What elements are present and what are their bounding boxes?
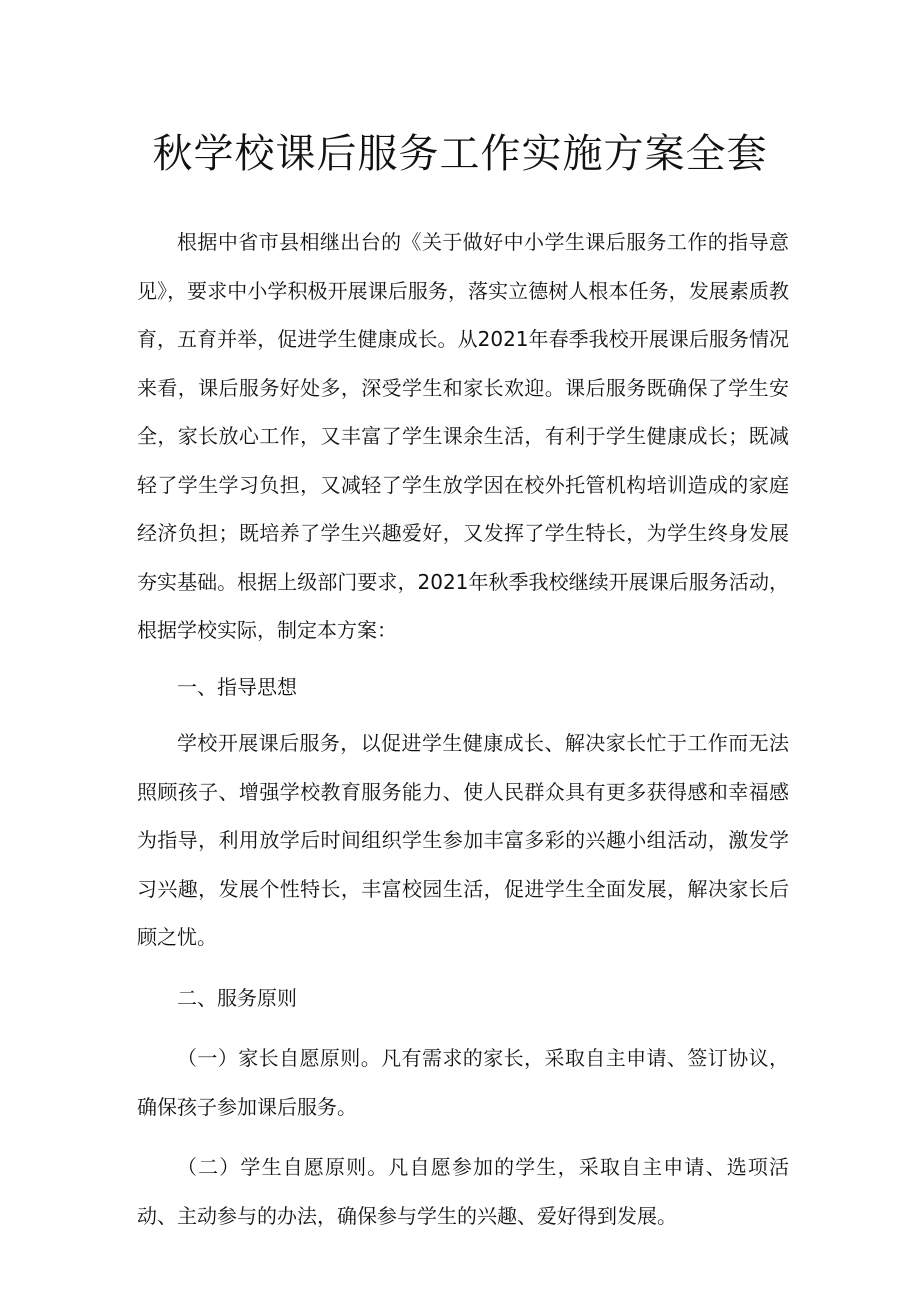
section-heading-guiding-ideology: 一、指导思想	[177, 674, 297, 699]
principle-student-voluntary: （二）学生自愿原则。凡自愿参加的学生，采取自主申请、选项活动、主动参与的办法，确保参与学生的兴趣、爱好得到发展。	[137, 1155, 789, 1228]
principle-parent-voluntary: （一）家长自愿原则。凡有需求的家长，采取自主申请、签订协议，确保孩子参加课后服务。	[137, 1046, 789, 1119]
document-body	[137, 218, 789, 1240]
section-heading-service-principles: 二、服务原则	[177, 985, 297, 1010]
document-title: 秋学校课后服务工作实施方案全套	[152, 131, 768, 177]
intro-paragraph: 根据中省市县相继出台的《关于做好中小学生课后服务工作的指导意见》，要求中小学积极开展课后服务，落实立德树人根本任务，发展素质教育，五育并举，促进学生健康成长。从2021年春季我校开展课后服务情况来看，课后服务好处多，深受学生和家长欢迎。课后服务既确保了学生安全，家长放心工作，又丰富了学生课余生活，有利于学生健康成长；既减轻了学生学习负担，又减轻了学生放学因在校外托管机构培训造成的家庭经济负担；既培养了学生兴趣爱好，又发挥了学生特长，为学生终身发展夯实基础。根据上级部门要求，2021年秋季我校继续开展课后服务活动，根据学校实际，制定本方案：	[137, 230, 789, 642]
guiding-ideology-paragraph: 学校开展课后服务，以促进学生健康成长、解决家长忙于工作而无法照顾孩子、增强学校教育服务能力、使人民群众具有更多获得感和幸福感为指导，利用放学后时间组织学生参加丰富多彩的兴趣小组活动，激发学习兴趣，发展个性特长，丰富校园生活，促进学生全面发展，解决家长后顾之忧。	[137, 731, 789, 949]
